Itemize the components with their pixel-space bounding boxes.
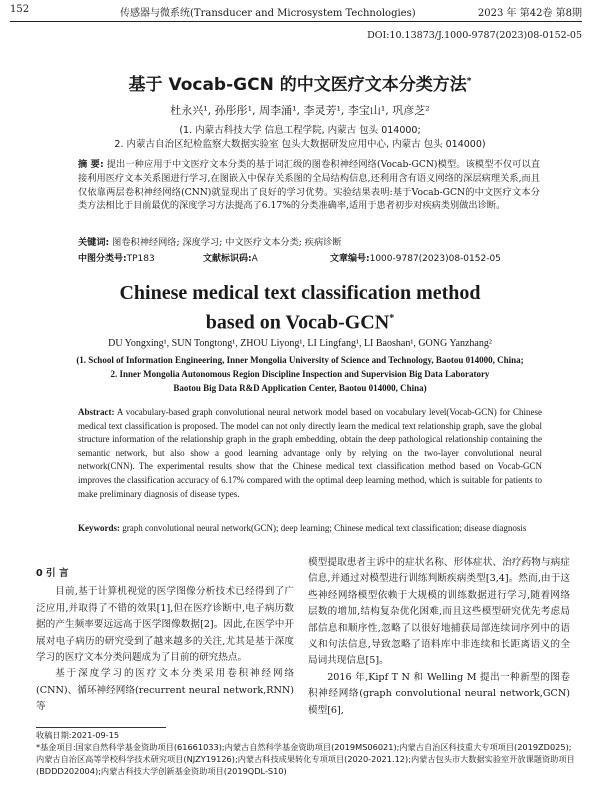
english-keywords	[78, 522, 542, 536]
chinese-keywords-label: 关键词:	[78, 237, 110, 248]
document-code: 文献标识码:A	[203, 254, 258, 264]
intro-paragraph-4: 2016 年,Kipf T N 和 Welling M 提出一种新型的图卷积神经网络(graph convolutional neural network,GCN)模型[6],	[308, 671, 570, 716]
english-title-mark: *	[389, 313, 395, 324]
intro-paragraph-3: 模型提取患者主诉中的症状名称、形体症状、治疗药物与病症信息,并通过对模型进行训练判断疾病类型[3,4]。然而,由于这些神经网络模型依赖于大规模的训练数据进行学习,随着网络层数的增加,结构复杂优化困难,而且这些模型研究优先考虑局部信息和顺序性,忽略了以很好地捕获局部连续词序列中的语义和句法信息,导致忽略了语料库中非连续和长距离语义的全局词共现信息[5]。	[308, 557, 570, 667]
chinese-affiliation-1: (1. 内蒙古科技大学 信息工程学院, 内蒙古 包头 014000;	[179, 125, 421, 136]
footnotes	[36, 729, 576, 777]
received-date: 收稿日期:2021-09-15	[36, 730, 120, 740]
chinese-abstract-label: 摘 要:	[78, 159, 104, 170]
english-abstract	[78, 406, 542, 501]
english-keywords-text: graph convolutional neural network(GCN); deep learning; Chinese medical text classification; disease diagnosis	[122, 523, 527, 533]
body-left-column	[36, 566, 294, 716]
classification-line	[78, 251, 540, 264]
issue-info: 2023 年 第42卷 第8期	[477, 8, 582, 19]
header-rule	[10, 21, 582, 22]
chinese-abstract	[78, 158, 540, 213]
chinese-title	[0, 70, 600, 95]
english-title-line-1: Chinese medical text classification method	[119, 282, 481, 304]
body-right-column	[308, 555, 570, 719]
running-header	[10, 4, 582, 20]
chinese-keywords	[78, 236, 540, 250]
fund-note: *基金项目:国家自然科学基金资助项目(61661033);内蒙古自然科学基金资助项目(2019MS06021);内蒙古自治区科技重大专项项目(2019ZD025);内蒙古自治区高等学校科学技术研究项目(NJZY19126);内蒙古科技成果转化专项项目(2020-2021.12);内蒙古包头市大数据实验室开放课题资助项目(BDDD202004);内蒙古科技大学创新基金资助项目(2019QDL-S10)	[36, 742, 575, 776]
page-number: 152	[10, 4, 30, 15]
english-affiliation-1: (1. School of Information Engineering, Inner Mongolia University of Science and Technology, Baotou 014000, China;	[76, 355, 524, 365]
footnote-rule	[36, 727, 166, 728]
english-title	[0, 280, 600, 336]
chinese-title-text: 基于 Vocab-GCN 的中文医疗文本分类方法	[128, 75, 467, 95]
chinese-keywords-text: 图卷积神经网络; 深度学习; 中文医疗文本分类; 疾病诊断	[112, 237, 342, 248]
english-keywords-label: Keywords:	[78, 523, 120, 533]
english-abstract-label: Abstract:	[78, 407, 115, 417]
english-title-line-2: based on Vocab-GCN	[205, 311, 390, 334]
section-heading-intro: 0 引 言	[36, 568, 69, 579]
doi: DOI:10.13873/J.1000-9787(2023)08-0152-05	[367, 30, 582, 41]
chinese-title-mark: *	[466, 76, 472, 87]
english-affiliation-3: Baotou Big Data R&D Application Center, Baotou 014000, China)	[173, 383, 427, 393]
english-authors: DU Yongxing¹, SUN Tongtong¹, ZHOU Liyong¹, LI Lingfang¹, LI Baoshan¹, GONG Yanzhang²	[108, 338, 492, 349]
chinese-abstract-text: 提出一种应用于中文医疗文本分类的基于词汇级的图卷积神经网络(Vocab-GCN)模型。该模型不仅可以直接利用医疗文本关系图进行学习,在图嵌入中保存关系图的全局结构信息,还利用含有语义网络的深层病理关系,而且仅依靠两层卷积神经网络(CNN)就显现出了良好的学习优势。实验结果表明:基于Vocab-GCN的中文医疗文本分类方法相比于目前最优的深度学习方法提高了6.17%的分类准确率,适用于患者初步对疾病类别做出诊断。	[78, 159, 541, 212]
clc-number: 中图分类号:TP183	[78, 254, 155, 264]
chinese-affiliation-2: 2. 内蒙古自治区纪检监察大数据实验室 包头大数据研发应用中心, 内蒙古 包头 014000)	[114, 139, 486, 150]
article-number: 文章编号:1000-9787(2023)08-0152-05	[330, 254, 501, 264]
english-abstract-text: A vocabulary-based graph convolutional neural network model based on vocabulary level(Vocab-GCN) for Chinese medical text classification is proposed. The model can not only directly learn the medical text relationship graph, save the global structure information of the relationship graph in the graph embedding, obtain the deep pathological relationship containing the semantic network, but also show a good learning advantage only by relying on the two-layer convolutional neural network(CNN). The experimental results show that the Chinese medical text classification method based on Vocab-GCN improves the classification accuracy of 6.17% compared with the optimal deep learning method, which is suitable for patients to make preliminary diagnosis of disease types.	[78, 407, 542, 499]
english-affiliation-2: 2. Inner Mongolia Autonomous Region Discipline Inspection and Supervision Big Data Laboratory	[110, 369, 490, 379]
intro-paragraph-2: 基于深度学习的医疗文本分类采用卷积神经网络(CNN)、循环神经网络(recurrent neural network,RNN)等	[36, 668, 294, 713]
english-title-line-2-wrap	[0, 306, 600, 336]
journal-name: 传感器与微系统(Transducer and Microsystem Technologies)	[120, 8, 416, 19]
intro-paragraph-1: 目前,基于计算机视觉的医学图像分析技术已经得到了广泛应用,并取得了不错的效果[1],但在医疗诊断中,电子病历数据的产生频率要远远高于医学图像数据[2]。因此,在医学中开展对电子病历的研究受到了越来越多的关注,尤其是基于深度学习的医疗文本分类问题成为了目前的研究热点。	[36, 586, 294, 664]
chinese-authors: 杜永兴¹, 孙彤彤¹, 周李涌¹, 李灵芳¹, 李宝山¹, 巩彦芝²	[170, 104, 430, 117]
